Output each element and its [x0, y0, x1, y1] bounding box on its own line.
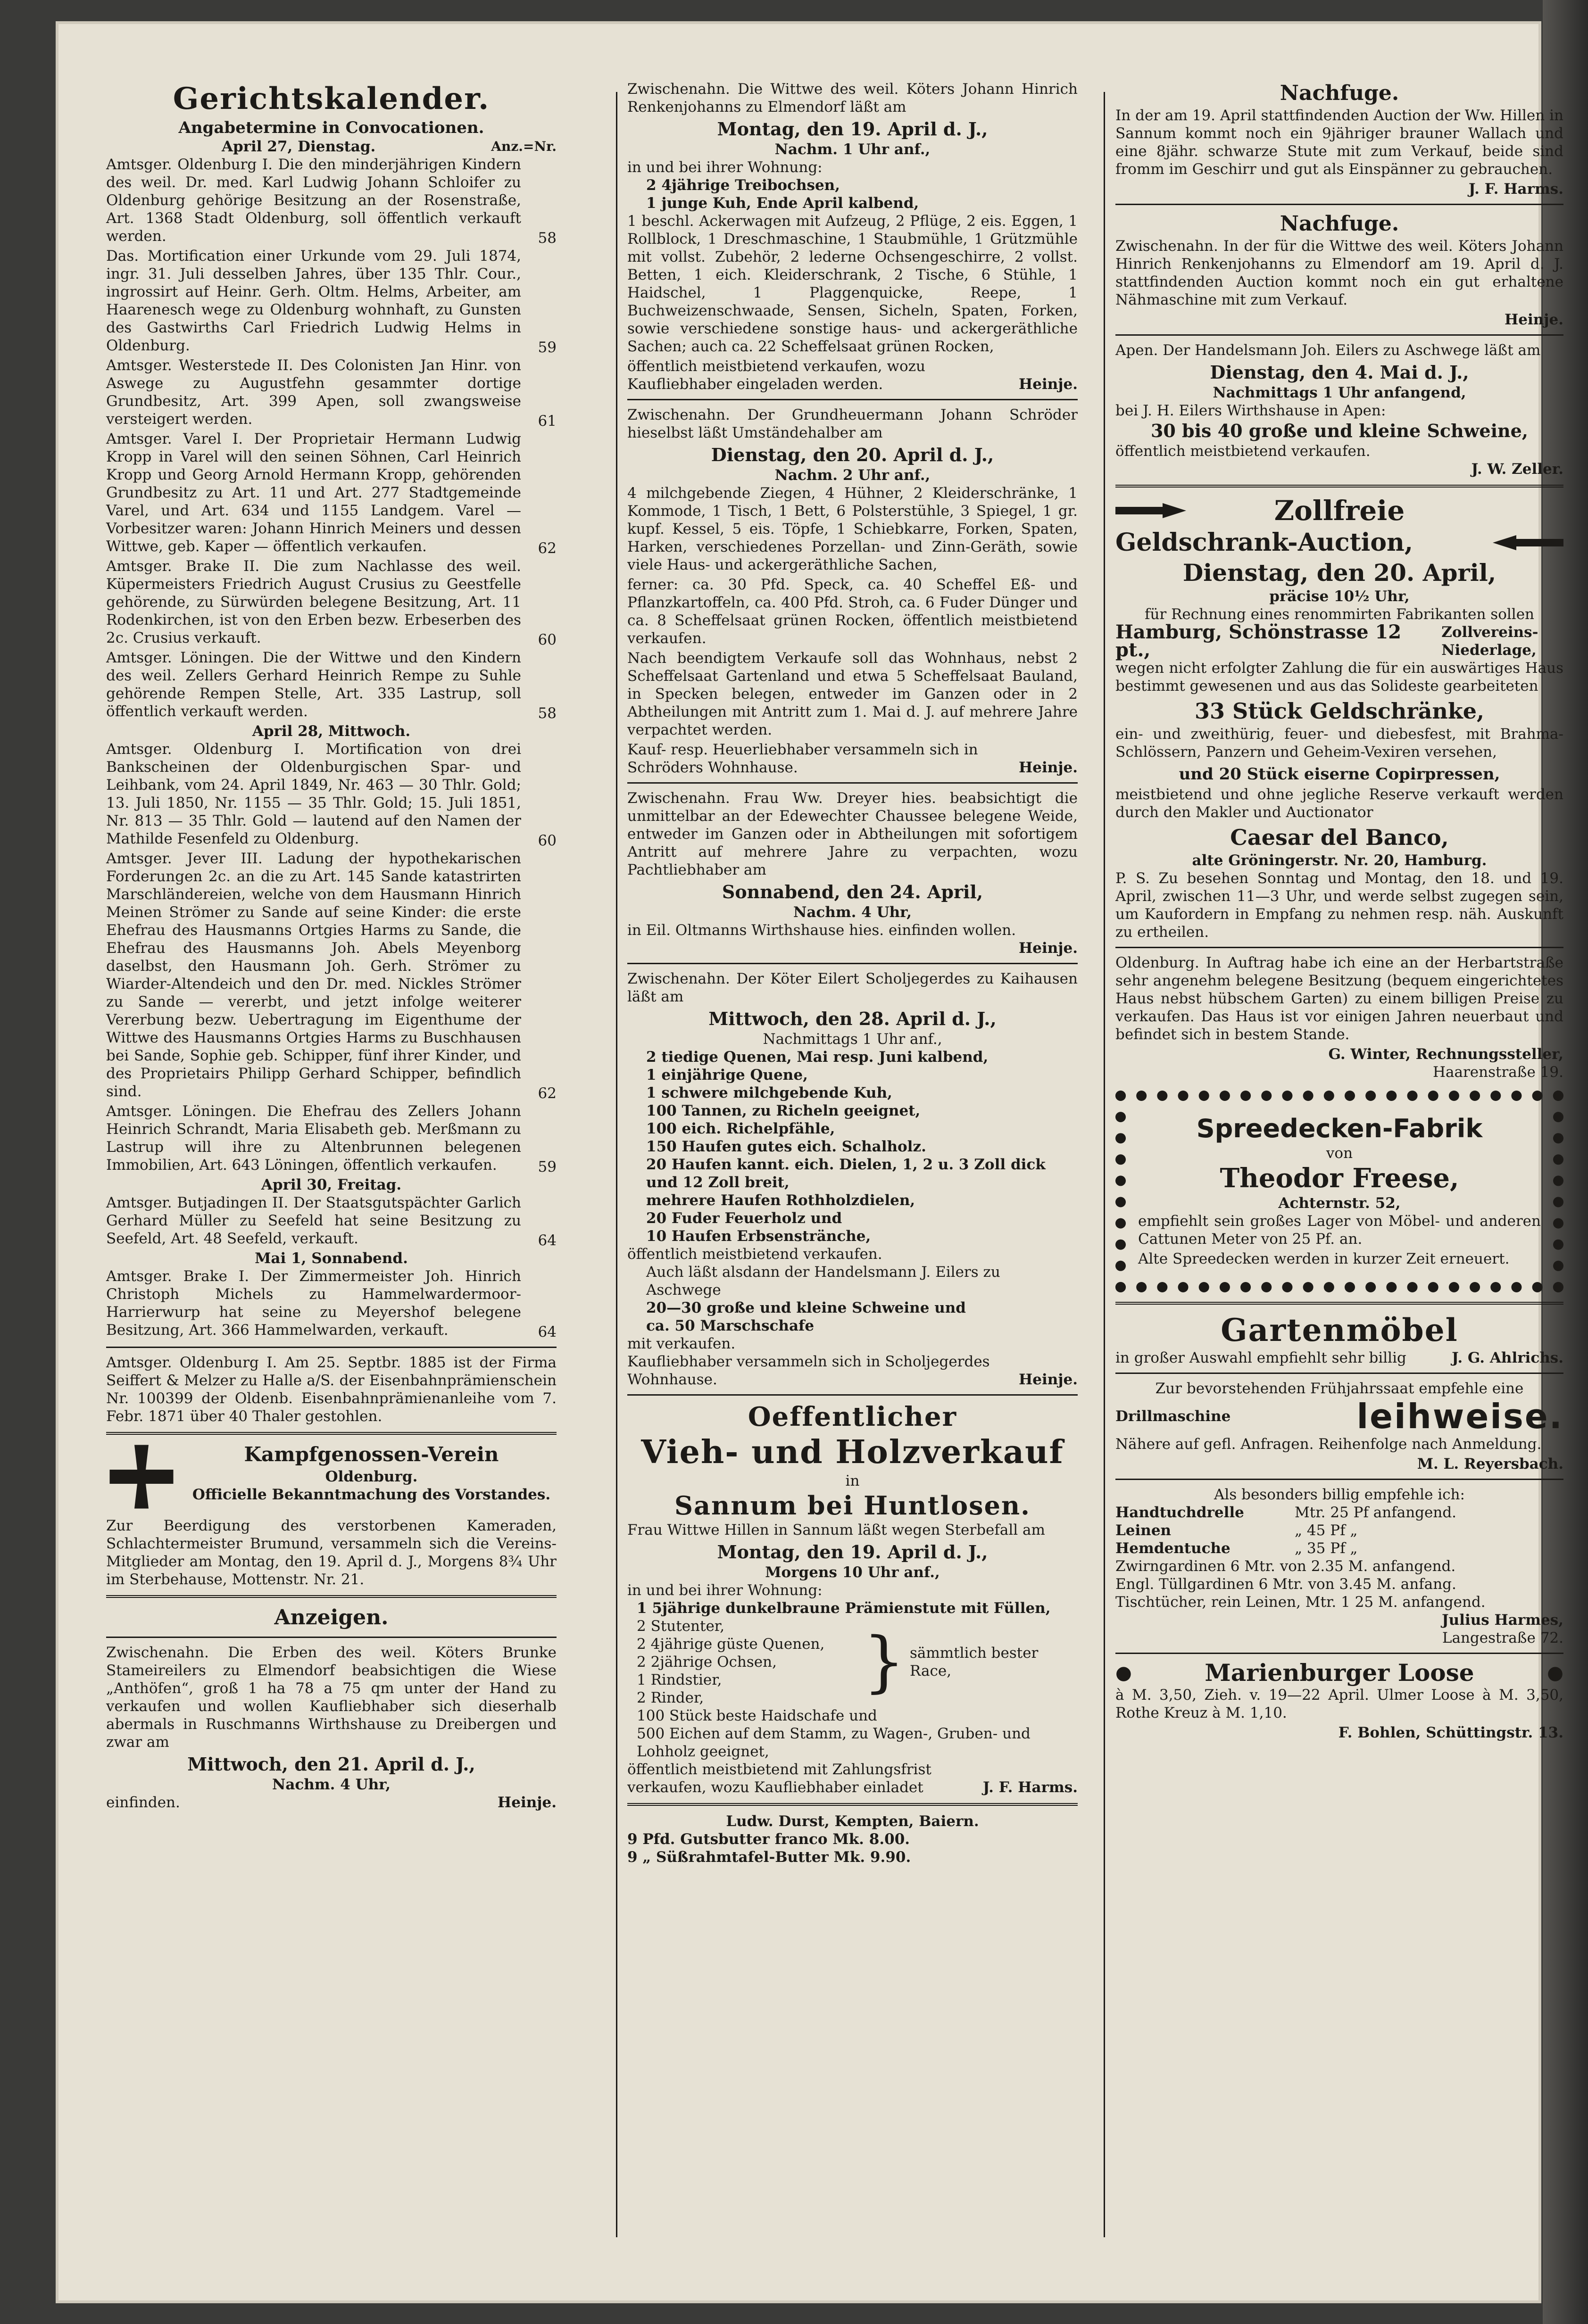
entry-number: 59 [538, 339, 557, 356]
price-item: Handtuchdrelle [1115, 1504, 1244, 1521]
drill-row [1115, 1398, 1563, 1435]
price-row: Tischtücher, rein Leinen, Mtr. 1 25 M. anfangend. [1115, 1594, 1486, 1611]
ad-brace-note: sämmtlich bester Race, [909, 1645, 1039, 1679]
auction-header [1115, 494, 1563, 527]
price-item: Leinen [1115, 1522, 1172, 1539]
ad-time: Nachm. 2 Uhr anf., [774, 467, 931, 484]
ad-text: ferner: ca. 30 Pfd. Speck, ca. 40 Scheffel Eß- und Pflanzkartoffeln, ca. 400 Pfd. Stroh, ca. 6 Fuder Dünger und ca. 8 Scheffelsaat grünen Rocken, öffentlich meistbietend verkaufen. [627, 576, 1078, 647]
ad-text: Als besonders billig empfehle ich: [1214, 1486, 1465, 1503]
ad-footer [106, 1794, 557, 1811]
price-value: „ 35 Pf „ [1295, 1540, 1358, 1557]
ad-text: Alte Spreedecken werden in kurzer Zeit erneuert. [1138, 1250, 1510, 1267]
ad-date: Montag, den 19. April d. J., [717, 118, 988, 140]
entry-number: 64 [538, 1323, 557, 1340]
ad-title: Gartenmöbel [1221, 1312, 1458, 1348]
date-label: April 27, Dienstag. [221, 138, 376, 155]
ad-time: Nachm. 4 Uhr, [793, 904, 912, 921]
ad-von: von [1326, 1145, 1353, 1162]
ad-text: Zwischenahn. Die Erben des weil. Köters Brunke Stameireilers zu Elmendorf beabsichtigen die Wiese „Anthöfen“, groß 1 ha 78 a 75 qm unter der Hand zu verkaufen und wollen Kaufliebhaber sich dieserhalb abermals in Ruschmanns Wirthshause zu Dreibergen und zwar am [106, 1644, 557, 1751]
ad-text: 4 milchgebende Ziegen, 4 Hühner, 2 Kleiderschränke, 1 Kommode, 1 Tisch, 1 Bett, 6 Polsterstühle, 3 Spiegel, 1 gr. kupf. Kessel, 5 eis. Töpfe, 1 Schiebkarre, Forken, Spaten, Harken, verschiedenes Porzellan- und Zinn-Geräth, sowie viele Haus- und ackergeräthliche Sachen, [627, 485, 1078, 573]
ad-text: meistbietend und ohne jegliche Reserve verkauft werden durch den Makler und Auctionator [1115, 786, 1563, 821]
ad-address: Haarenstraße 19. [1432, 1064, 1563, 1081]
big-ad-title: Vieh- und Holzverkauf [641, 1433, 1064, 1471]
ad-text: P. S. Zu besehen Sonntag und Montag, den 18. und 19. April, zwischen 11—3 Uhr, und werde selbst zugegen sein, um Kaufordern in Empfang zu nehmen resp. näh. Auskunft zu ertheilen. [1115, 870, 1563, 941]
ad-item: 30 bis 40 große und kleine Schweine, [1150, 420, 1529, 441]
verein-notice [106, 1441, 557, 1588]
ad-text: Oldenburg. In Auftrag habe ich eine an der Herbartstraße sehr angenehm belegene Besitzung (bequem eingerichtetes Haus nebst hübschem Garten) zu einem billigen Preise zu verkaufen. Das Haus ist vor einigen Jahren neuerbaut und befindet sich in bestem Stande. [1115, 954, 1563, 1043]
ad-date: Dienstag, den 20. April d. J., [711, 444, 994, 465]
ad-text: à M. 3,50, Zieh. v. 19—22 April. Ulmer Loose à M. 3,50, Rothe Kreuz à M. 1,10. [1115, 1687, 1563, 1721]
ad-prelist: bei J. H. Eilers Wirthshause in Apen: [1115, 402, 1386, 419]
verein-subtitle: Officielle Bekanntmachung des Vorstandes. [192, 1486, 551, 1503]
date-label: April 30, Freitag. [261, 1176, 402, 1193]
entry-number: 62 [538, 540, 557, 557]
ad-item: mehrere Haufen Rothholzdielen, [646, 1192, 915, 1209]
entry-text: Amtsger. Varel I. Der Proprietair Hermann Ludwig Kropp in Varel will den seinen Söhnen, Carl Heinrich Kropp und Georg Arnold Hermann Kropp, gehörenden Grundbesitz zu Art. 11 und Art. 277 Stadtgemeinde Varel, und Art. 634 und 1155 Landgem. Varel — Vorbesitzer waren: Johann Hinrich Meiners und dessen Wittwe, geb. Kaper — öffentlich verkaufen. [106, 430, 521, 555]
ad-text: Zwischenahn. Der Grundheuermann Johann Schröder hieselbst läßt Umständehalber am [627, 406, 1078, 441]
ad-time: präcise 10½ Uhr, [1269, 588, 1410, 605]
divider [1115, 947, 1563, 948]
ad-item: 20 Fuder Feuerholz und [646, 1210, 842, 1227]
iron-cross-icon [106, 1441, 177, 1512]
entry-number: 60 [538, 631, 557, 648]
auction-header [1115, 527, 1563, 558]
verein-title: Kampfgenossen-Verein [244, 1443, 499, 1466]
ad-item: 2 tiedige Quenen, Mai resp. Juni kalbend, [646, 1049, 989, 1066]
ad-signature: J. F. Harms. [1468, 181, 1563, 198]
divider [1115, 1302, 1563, 1305]
ad-place: Zollvereins-Niederlage, [1441, 624, 1538, 659]
ad-footer [627, 1761, 1078, 1796]
ad-item: 20 Haufen kannt. eich. Dielen, 1, 2 u. 3 Zoll dick und 12 Zoll breit, [646, 1156, 1046, 1191]
ad-item: 2 Stutenter, [637, 1618, 725, 1635]
divider [1115, 1479, 1563, 1480]
bullet-icon: ● [1547, 1662, 1563, 1684]
ad-prelist: in und bei ihrer Wohnung: [627, 159, 823, 176]
ad-time: Nachm. 1 Uhr anf., [774, 141, 931, 158]
entry-text: Amtsger. Löningen. Die der Wittwe und den Kindern des weil. Zellers Gerhard Heinrich Rempe zu Suhle gehörende Rempen Stelle, Art. 335 Lastrup, soll öffentlich verkauft werden. [106, 649, 521, 720]
ad-address: Langestraße 72. [1442, 1629, 1563, 1646]
ad-firm: Ludw. Durst, Kempten, Baiern. [726, 1813, 979, 1830]
ad-time: Nachmittags 1 Uhr anfangend, [1213, 384, 1466, 401]
ad-date: Mittwoch, den 28. April d. J., [708, 1008, 997, 1029]
price-row [1115, 1539, 1563, 1557]
ad-item: 20—30 große und kleine Schweine und [646, 1299, 966, 1316]
lottery-header [1115, 1660, 1563, 1686]
pointing-hand-right-icon [1115, 501, 1186, 520]
ad-text: für Rechnung eines renommirten Fabrikanten sollen [1144, 606, 1535, 623]
date-label: Mai 1, Sonnabend. [255, 1250, 408, 1267]
divider [1115, 204, 1563, 205]
ad-title: Nachfuge. [1280, 81, 1399, 105]
ad-text: Frau Wittwe Hillen in Sannum läßt wegen Sterbefall am [627, 1522, 1045, 1538]
ad-address: Achternstr. 52, [1278, 1195, 1401, 1212]
entry-text: Amtsger. Butjadingen II. Der Staatsgutspächter Garlich Gerhard Müller zu Seefeld hat seine Besitzung zu Seefeld, Art. 48 Seefeld, verkauft. [106, 1194, 521, 1247]
ad-title: Zollfreie [1274, 495, 1405, 527]
ad-address: Hamburg, Schönstrasse 12 pt., [1115, 621, 1402, 661]
entry-number: 62 [538, 1085, 557, 1102]
entry-number: 64 [538, 1232, 557, 1249]
ad-signature: Heinje. [1018, 759, 1078, 776]
entry-text: Amtsger. Löningen. Die Ehefrau des Zellers Johann Heinrich Schrandt, Maria Elisabeth geb. Merßmann zu Lastrup will ihre zu Altenbrunnen belegenen Immobilien, Art. 643 Löningen, öffentlich verkaufen. [106, 1103, 521, 1174]
entry-text: Amtsger. Brake I. Der Zimmermeister Joh. Hinrich Christoph Michels zu Hammelwardermoor-Harrierwurp hat seine zu Meyershof belegene Besitzung, Art. 366 Hammelwarden, verkauft. [106, 1268, 521, 1339]
ad-end: in Eil. Oltmanns Wirthshause hies. einfinden wollen. [627, 922, 1016, 939]
ad-item: 1 5jährige dunkelbraune Prämienstute mit Füllen, [637, 1600, 1051, 1617]
ad-text: Auch läßt alsdann der Handelsmann J. Eilers zu Aschwege [646, 1264, 1000, 1298]
ad-text: Zwischenahn. In der für die Wittwe des weil. Köters Johann Hinrich Renkenjohanns zu Elmendorf am 19. April d. J. stattfindenden Auction kommt noch ein gut erhaltene Nähmaschine mit zum Verkauf. [1115, 238, 1563, 308]
ad-text: Nach beendigtem Verkaufe soll das Wohnhaus, nebst 2 Scheffelsaat Gartenland und etwa 5 Scheffelsaat Bauland, in Specken belegen, entweder im Ganzen oder in 2 Abtheilungen mit Antritt zum 1. Mai d. J. auf mehrere Jahre verpachtet werden. [627, 650, 1078, 738]
entry-number: 61 [538, 413, 557, 430]
ad-firm: Theodor Freese, [1220, 1163, 1459, 1194]
court-entry [106, 740, 557, 850]
column-ads [1115, 80, 1563, 1742]
ad-firm: Caesar del Banco, [1230, 825, 1449, 850]
section-subtitle: Angabetermine in Convocationen. [178, 118, 484, 137]
ad-title: Spreedecken-Fabrik [1196, 1114, 1483, 1143]
ad-signature: Heinje. [497, 1794, 557, 1811]
ad-text: ein- und zweithürig, feuer- und diebesfest, mit Brahma-Schlössern, Panzern und Geheim-Vexiren versehen, [1115, 726, 1563, 761]
ad-item: 500 Eichen auf dem Stamm, zu Wagen-, Gruben- und Lohholz geeignet, [637, 1725, 1031, 1760]
ad-end: öffentlich meistbietend verkaufen. [1115, 443, 1371, 460]
verein-city: Oldenburg. [325, 1468, 418, 1485]
entry-number: 59 [538, 1158, 557, 1175]
ad-item: 1 Rindstier, [637, 1671, 722, 1688]
divider [627, 963, 1078, 964]
ad-signature: G. Winter, Rechnungssteller, [1328, 1046, 1563, 1063]
divider [106, 1432, 557, 1435]
entry-text: Amtsger. Jever III. Ladung der hypothekarischen Forderungen 2c. an die zu Art. 145 Sande katastrirten Marschländereien, welche von dem Hausmann Hinrich Meinen Strömer zu Sande auf seine Kinder: die erste Ehefrau des Hausmanns Ortgies Harms zu Sande, die Ehefrau des Hausmanns Joh. Abels Meyenborg daselbst, den Hausmann Joh. Gerh. Strömer zu Wiarder-Altendeich und den Dr. med. Nickles Strömer zu Sande — vererbt, und jetzt infolge weiterer Vererbung bezw. Uebertragung im Eigenthume der Wittwe des Hausmanns Ortgies Harms zu Buschhausen bei Sande, Sophie geb. Schipper, fünf ihrer Kinder, und des Proprietairs Philipp Gerhard Schipper, befindlich sind. [106, 850, 521, 1100]
ad-signature: Heinje. [1018, 1371, 1078, 1388]
ad-date: Mittwoch, den 21. April d. J., [187, 1753, 475, 1775]
column-auctions [627, 80, 1078, 1866]
ad-title: Nachfuge. [1280, 212, 1399, 236]
big-ad-title: Oeffentlicher [748, 1401, 957, 1432]
ad-end: einfinden. [106, 1794, 180, 1811]
ad-footer [1115, 1349, 1563, 1367]
ad-text: Nähere auf gefl. Anfragen. Reihenfolge nach Anmeldung. [1115, 1436, 1542, 1453]
ad-address: alte Gröningerstr. Nr. 20, Hamburg. [1192, 852, 1487, 869]
ad-signature: M. L. Reyersbach. [1417, 1456, 1563, 1472]
ad-signature: Heinje. [1504, 311, 1563, 328]
ad-text: wegen nicht erfolgter Zahlung die für ein auswärtiges Haus bestimmt gewesenen und aus das Solideste gearbeiteten [1115, 660, 1563, 695]
ad-item: 2 Rinder, [637, 1689, 704, 1706]
divider [106, 1595, 557, 1598]
price-item: Hemdentuche [1115, 1540, 1230, 1557]
section-title: Anzeigen. [274, 1605, 389, 1629]
ad-text: in großer Auswahl empfiehlt sehr billig [1115, 1349, 1406, 1366]
divider [1115, 485, 1563, 488]
ad-text: Zur bevorstehenden Frühjahrssaat empfehle eine [1155, 1380, 1524, 1397]
ad-signature: F. Bohlen, Schüttingstr. 13. [1338, 1724, 1563, 1741]
entry-text: Amtsger. Westerstede II. Des Colonisten Jan Hinr. von Aswege zu Augustfehn gesammter dortige Grundbesitz, Art. 399 Apen, soll zwangsweise versteigert werden. [106, 357, 521, 428]
ad-end: Kauf- resp. Heuerliebhaber versammeln sich in Schröders Wohnhause. [627, 741, 978, 776]
court-entry [106, 247, 557, 356]
ad-item: 1 schwere milchgebende Kuh, [646, 1084, 892, 1101]
court-entry [106, 430, 557, 557]
ad-list-col [627, 1617, 863, 1707]
ad-footer [627, 357, 1078, 393]
ad-end: öffentlich meistbietend mit Zahlungsfrist verkaufen, wozu Kaufliebhaber einladet [627, 1761, 931, 1796]
divider [627, 1394, 1078, 1396]
entry-text: Amtsger. Brake II. Die zum Nachlasse des weil. Küpermeisters Friedrich August Crusius zu Geestfelle gehörende, zu Sürwürden belegene Besitzung, Art. 11 Rodenkirchen, ist von den Erben bezw. Erbeserben des 2c. Crusius verkauft. [106, 558, 521, 646]
court-entry [106, 156, 557, 247]
court-entry [106, 649, 557, 722]
big-ad-place: Sannum bei Huntlosen. [674, 1490, 1031, 1521]
ad-title: Marienburger Loose [1205, 1659, 1474, 1687]
ad-time: Nachmittags 1 Uhr anf., [763, 1031, 942, 1048]
price-row [1115, 1522, 1563, 1539]
ad-signature: J. F. Harms. [982, 1779, 1078, 1796]
ad-item: 100 Tannen, zu Richeln geeignet, [646, 1102, 921, 1119]
divider [1115, 334, 1563, 336]
ad-item: 33 Stück Geldschränke, [1194, 698, 1484, 724]
court-entry [106, 1267, 557, 1341]
ad-highlight: leihweise. [1356, 1397, 1563, 1436]
ad-item: 100 Stück beste Haidschafe und [637, 1707, 877, 1724]
ad-item: ca. 50 Marschschafe [646, 1317, 815, 1334]
ad-title: Geldschrank-Auction, [1115, 528, 1413, 557]
ad-text: empfiehlt sein großes Lager von Möbel- und anderen Cattunen Meter von 25 Pf. an. [1138, 1213, 1541, 1248]
bullet-icon: ● [1115, 1662, 1132, 1684]
entry-number: 58 [538, 230, 557, 247]
entry-number: 58 [538, 705, 557, 722]
ad-item: 1 junge Kuh, Ende April kalbend, [646, 195, 919, 212]
ad-signature: J. G. Ahlrichs. [1452, 1349, 1563, 1366]
ad-date: Dienstag, den 4. Mai d. J., [1210, 362, 1469, 383]
divider [627, 1803, 1078, 1806]
ad-signature: Heinje. [1018, 376, 1078, 393]
pointing-hand-left-icon [1493, 533, 1563, 552]
ad-item: 9 „ Süßrahmtafel-Butter Mk. 9.90. [627, 1849, 911, 1866]
divider [1115, 1653, 1563, 1654]
ad-text: mit verkaufen. [627, 1335, 736, 1352]
auction-location [1115, 623, 1563, 659]
divider [1115, 1373, 1563, 1374]
ad-text: Zwischenahn. Frau Ww. Dreyer hies. beabsichtigt die unmittelbar an der Edewechter Chaussee belegene Weide, entweder im Ganzen oder in Abtheilungen mit sofortigem Antritt auf mehrere Jahre zu verpachten, wozu Pachtliebhaber am [627, 790, 1078, 878]
ad-list-group [627, 1617, 1078, 1707]
court-entry [106, 1194, 557, 1249]
ad-text: Zwischenahn. Der Köter Eilert Scholjegerdes zu Kaihausen läßt am [627, 970, 1078, 1005]
column-court-calendar [106, 80, 557, 1811]
divider [106, 1347, 557, 1348]
ad-date: Montag, den 19. April d. J., [717, 1541, 988, 1563]
price-row [1115, 1504, 1563, 1522]
ad-date: Sonnabend, den 24. April, [722, 881, 983, 902]
date-label: April 28, Mittwoch. [252, 723, 411, 740]
ad-time: Morgens 10 Uhr anf., [765, 1564, 940, 1581]
court-entry [106, 557, 557, 649]
ad-text: öffentlich meistbietend verkaufen. [627, 1246, 882, 1263]
ad-time: Nachm. 4 Uhr, [272, 1776, 391, 1793]
big-ad-in: in [845, 1472, 860, 1489]
anz-label: Anz.=Nr. [491, 139, 557, 154]
ad-footer [627, 741, 1078, 777]
ad-item: 9 Pfd. Gutsbutter franco Mk. 8.00. [627, 1831, 910, 1848]
ad-item: 150 Haufen gutes eich. Schalholz. [646, 1138, 926, 1155]
column-rule [616, 92, 617, 2237]
ad-prelist: in und bei ihrer Wohnung: [627, 1582, 823, 1599]
date-heading [106, 138, 557, 156]
ad-text: 1 beschl. Ackerwagen mit Aufzeug, 2 Pflüge, 2 eis. Eggen, 1 Rollblock, 1 Dreschmaschine, 1 Staubmühle, 1 Grützmühle mit vollst. Zubehör, 2 lederne Ochsengeschirre, 2 vollst. Betten, 1 eich. Kleiderschrank, 2 Tische, 6 Stühle, 1 Haidschel, 1 Plaggenquicke, Reepe, 1 Buchweizenschwaade, Sensen, Sicheln, Spaten, Forken, sowie verschiedene sonstige haus- und ackergeräthliche Sachen; auch ca. 22 Scheffelsaat grünen Rocken, [627, 213, 1078, 355]
court-entry [106, 1102, 557, 1176]
ad-item: 2 2jährige Ochsen, [637, 1654, 777, 1671]
price-value: „ 45 Pf „ [1295, 1522, 1358, 1539]
court-entry [106, 356, 557, 430]
ad-text: Zwischenahn. Die Wittwe des weil. Köters Johann Hinrich Renkenjohanns zu Elmendorf läßt am [627, 81, 1078, 116]
ad-text: Apen. Der Handelsmann Joh. Eilers zu Aschwege läßt am [1115, 342, 1541, 359]
ad-end: öffentlich meistbietend verkaufen, wozu Kaufliebhaber eingeladen werden. [627, 358, 925, 393]
divider [106, 1637, 557, 1638]
divider [627, 782, 1078, 784]
spreedecken-ad [1115, 1091, 1563, 1292]
section-title: Gerichtskalender. [173, 81, 490, 116]
column-rule [1104, 92, 1105, 2237]
ad-signature: Heinje. [1018, 940, 1078, 957]
ad-item: 1 einjährige Quene, [646, 1067, 808, 1083]
ad-item: 2 4jährige güste Quenen, [637, 1636, 825, 1653]
price-row: Engl. Tüllgardinen 6 Mtr. von 3.45 M. anfang. [1115, 1576, 1456, 1593]
ad-date: Dienstag, den 20. April, [1182, 559, 1497, 587]
entry-text: Amtsger. Oldenburg I. Mortification von drei Bankscheinen der Oldenburgischen Spar- und Leihbank, vom 24. April 1849, Nr. 463 — 30 Thlr. Gold; 13. Juli 1850, Nr. 1155 — 35 Thlr. Gold; 15. Juli 1851, Nr. 813 — 35 Thlr. Gold — lautend auf den Namen der Mathilde Fesenfeld zu Oldenburg. [106, 741, 521, 847]
brace-icon: } [863, 1623, 905, 1700]
verein-text: Zur Beerdigung des verstorbenen Kameraden, Schlachtermeister Brumund, versammeln sich die Vereins-Mitglieder am Montag, den 19. April d. J., Morgens 8¾ Uhr im Sterbehause, Mottenstr. Nr. 21. [106, 1517, 557, 1588]
ad-item: 100 eich. Richelpfähle, [646, 1120, 835, 1137]
ad-item: 2 4jährige Treibochsen, [646, 177, 840, 194]
entry-text: Amtsger. Oldenburg I. Die den minderjährigen Kindern des weil. Dr. med. Karl Ludwig Johann Schloifer zu Oldenburg gehörige Besitzung an der Rosenstraße, Art. 1368 Stadt Oldenburg, soll öffentlich verkauft werden. [106, 156, 521, 245]
ad-item: 10 Haufen Erbsenstränche, [646, 1228, 871, 1245]
divider [627, 399, 1078, 400]
price-row: Zwirngardinen 6 Mtr. von 2.35 M. anfangend. [1115, 1558, 1456, 1575]
entry-text: Amtsger. Oldenburg I. Am 25. Septbr. 1885 ist der Firma Seiffert & Melzer zu Halle a/S. der Eisenbahnprämienschein Nr. 100399 der Oldenb. Eisenbahnprämienanleihe vom 7. Febr. 1871 über 40 Thaler gestohlen. [106, 1354, 557, 1425]
entry-text: Das. Mortification einer Urkunde vom 29. Juli 1874, ingr. 31. Juli desselben Jahres, über 135 Thlr. Cour., ingrossirt auf Heinr. Gerh. Oltm. Helms, Arbeiter, am Haarenesch wege zu Oldenburg wohnhaft, zu Gunsten des Gastwirths Carl Friedrich Ludwig Helms in Oldenburg. [106, 248, 521, 354]
ad-footer [627, 1353, 1078, 1389]
price-value: Mtr. 25 Pf anfangend. [1295, 1504, 1457, 1521]
entry-number: 60 [538, 832, 557, 849]
ad-signature: J. W. Zeller. [1471, 461, 1563, 478]
ad-item: und 20 Stück eiserne Copirpressen, [1179, 765, 1500, 784]
ad-item: Drillmaschine [1115, 1408, 1231, 1425]
court-entry [106, 850, 557, 1102]
ad-end: Kaufliebhaber versammeln sich in Scholjegerdes Wohnhause. [627, 1353, 990, 1388]
ad-signature: Julius Harmes, [1441, 1612, 1563, 1629]
ad-text: In der am 19. April stattfindenden Auction der Ww. Hillen in Sannum kommt noch ein 9jähriger brauner Wallach und eine 8jähr. schwarze Stute mit zum Verkauf, beide sind fromm im Geschirr und gut als Einspänner zu gebrauchen. [1115, 107, 1563, 178]
